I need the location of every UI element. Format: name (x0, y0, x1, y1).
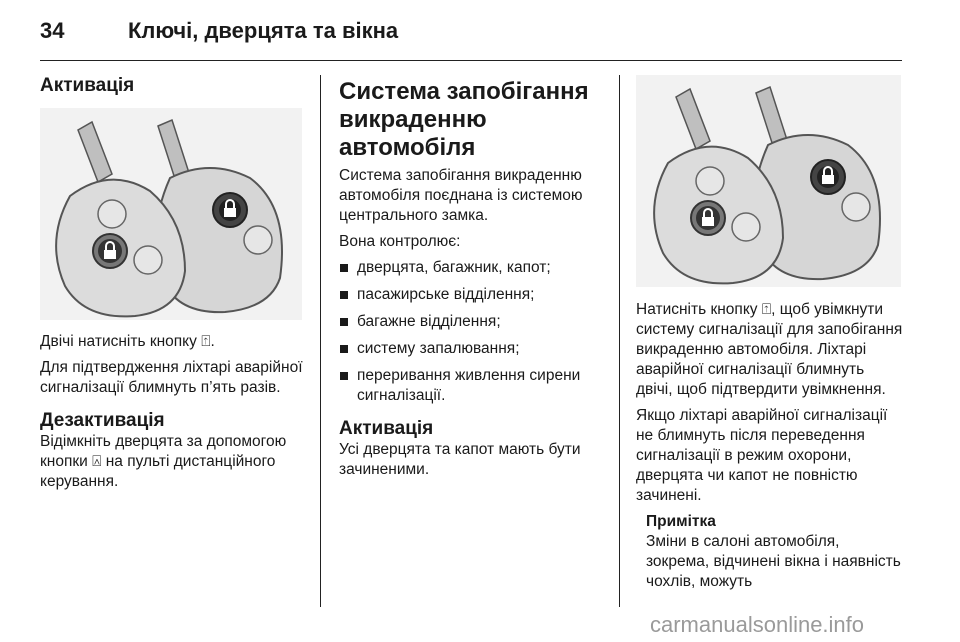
middle-column (339, 78, 609, 486)
column-divider (320, 75, 321, 607)
list-item-text: дверцята, багажник, капот; (357, 259, 551, 276)
note-title: Примітка (646, 513, 716, 530)
key-fob-illustration-2 (636, 75, 901, 287)
list-item-text: багажне відділення; (357, 313, 501, 330)
list-item (339, 366, 609, 406)
left-column-text (40, 332, 312, 498)
left-paragraph-2: Для підтвердження ліхтарі аварійної сигналізації блимнуть п’ять разів. (40, 359, 303, 396)
section-heading-activation-2: Активація (339, 418, 434, 439)
section-heading-deactivation: Дезактивація (40, 410, 165, 431)
column-divider (619, 75, 620, 607)
key-fob-illustration (40, 108, 302, 320)
header-rule (40, 60, 902, 61)
left-heading-wrap (40, 75, 310, 97)
list-item (339, 285, 609, 305)
watermark: carmanualsonline.info (650, 612, 865, 637)
bullet-icon (340, 318, 348, 326)
list-item-text: систему запалювання; (357, 340, 520, 357)
left-paragraph-3: Відімкніть дверцята за допомогою кнопки ⍓ на пульті дистанційного керування. (40, 433, 287, 490)
list-item-text: переривання живлення сирени сигналізації. (357, 367, 581, 404)
bullet-icon (340, 345, 348, 353)
middle-intro: Система запобігання викраденню автомобіля поєднана із системою центрального замка. (339, 167, 583, 224)
key-fob-figure-right (636, 75, 901, 287)
list-item-text: пасажирське відділення; (357, 286, 535, 303)
note-box (646, 512, 904, 592)
list-item (339, 258, 609, 278)
right-column-text (636, 300, 904, 592)
bullet-icon (340, 291, 348, 299)
section-title-anti-theft (339, 78, 609, 162)
monitored-list (339, 258, 609, 406)
middle-paragraph-after: Усі дверцята та капот мають бути зачиненими. (339, 441, 581, 478)
bullet-icon (340, 264, 348, 272)
right-paragraph-2: Якщо ліхтарі аварійної сигналізації не блимнуть після переведення сигналізації в режим охорони, дверцята чи капот не повністю зачинені. (636, 407, 888, 504)
section-title-line-2: викраденню автомобіля (339, 106, 487, 161)
list-item (339, 312, 609, 332)
note-text: Зміни в салоні автомобіля, зокрема, відчинені вікна і наявність чохлів, можуть (646, 533, 901, 590)
bullet-icon (340, 372, 348, 380)
right-paragraph-1: Натисніть кнопку ⍐, щоб увімкнути систему сигналізації для запобігання викраденню автомобіля. Ліхтарі аварійної сигналізації блимнуть двічі, щоб підтвердити увімкнення. (636, 301, 903, 398)
left-paragraph-1: Двічі натисніть кнопку ⍐. (40, 333, 215, 350)
page-number: 34 (40, 18, 65, 43)
page-title: Ключі, дверцята та вікна (128, 18, 399, 43)
middle-monitors: Вона контролює: (339, 233, 461, 250)
page-header (40, 14, 902, 56)
section-heading-activation: Активація (40, 75, 135, 96)
section-title-line-1: Система запобігання (339, 78, 589, 105)
list-item (339, 339, 609, 359)
key-fob-figure-left (40, 108, 302, 320)
